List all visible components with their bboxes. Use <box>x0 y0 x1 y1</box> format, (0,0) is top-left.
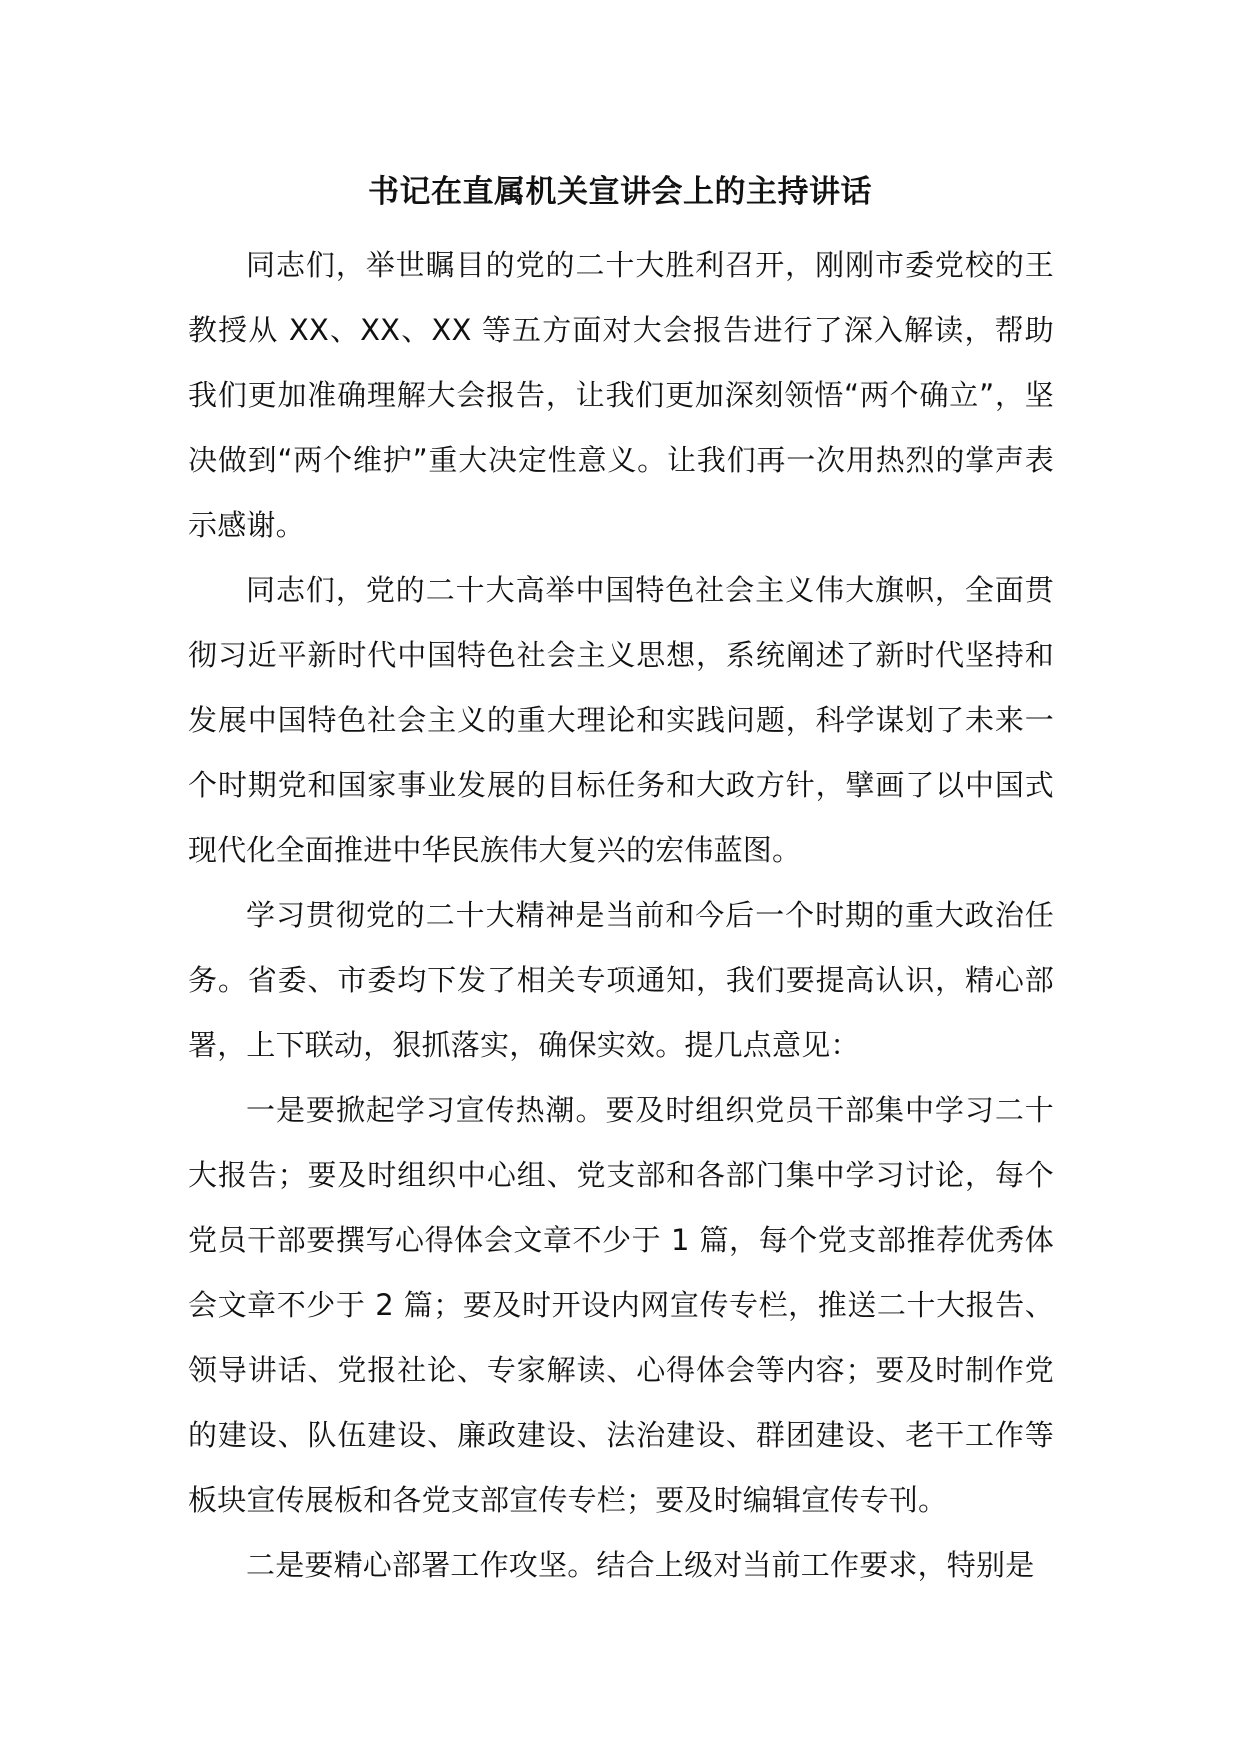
paragraph-5: 二是要精心部署工作攻坚。结合上级对当前工作要求，特别是 <box>246 1548 1035 1582</box>
paragraph-4: 一是要掀起学习宣传热潮。要及时组织党员干部集中学习二十大报告；要及时组织中心组、党支部和各部门集中学习讨论，每个党员干部要撰写心得体会文章不少于 1 篇，每个党支部推荐优秀体会文章不少于 2 篇；要及时开设内网宣传专栏，推送二十大报告、领导讲话、党报社论、专家解读、心得体会等内容；要及时制作党的建设、队伍建设、廉政建设、法治建设、群团建设、老干工作等板块宣传展板和各党支部宣传专栏；要及时编辑宣传专刊。 <box>188 1093 1054 1517</box>
paragraph-2: 同志们，党的二十大高举中国特色社会主义伟大旗帜，全面贯彻习近平新时代中国特色社会主义思想，系统阐述了新时代坚持和发展中国特色社会主义的重大理论和实践问题，科学谋划了未来一个时期党和国家事业发展的目标任务和大政方针，擘画了以中国式现代化全面推进中华民族伟大复兴的宏伟蓝图。 <box>188 573 1054 867</box>
paragraph-3: 学习贯彻党的二十大精神是当前和今后一个时期的重大政治任务。省委、市委均下发了相关专项通知，我们要提高认识，精心部署，上下联动，狠抓落实，确保实效。提几点意见： <box>188 898 1054 1062</box>
document-title: 书记在直属机关宣讲会上的主持讲话 <box>368 174 872 210</box>
document-body <box>188 233 1054 1598</box>
paragraph-1: 同志们，举世瞩目的党的二十大胜利召开，刚刚市委党校的王教授从 XX、XX、XX 等五方面对大会报告进行了深入解读，帮助我们更加准确理解大会报告，让我们更加深刻领悟“两个确立”，坚决做到“两个维护”重大决定性意义。让我们再一次用热烈的掌声表示感谢。 <box>188 248 1054 542</box>
